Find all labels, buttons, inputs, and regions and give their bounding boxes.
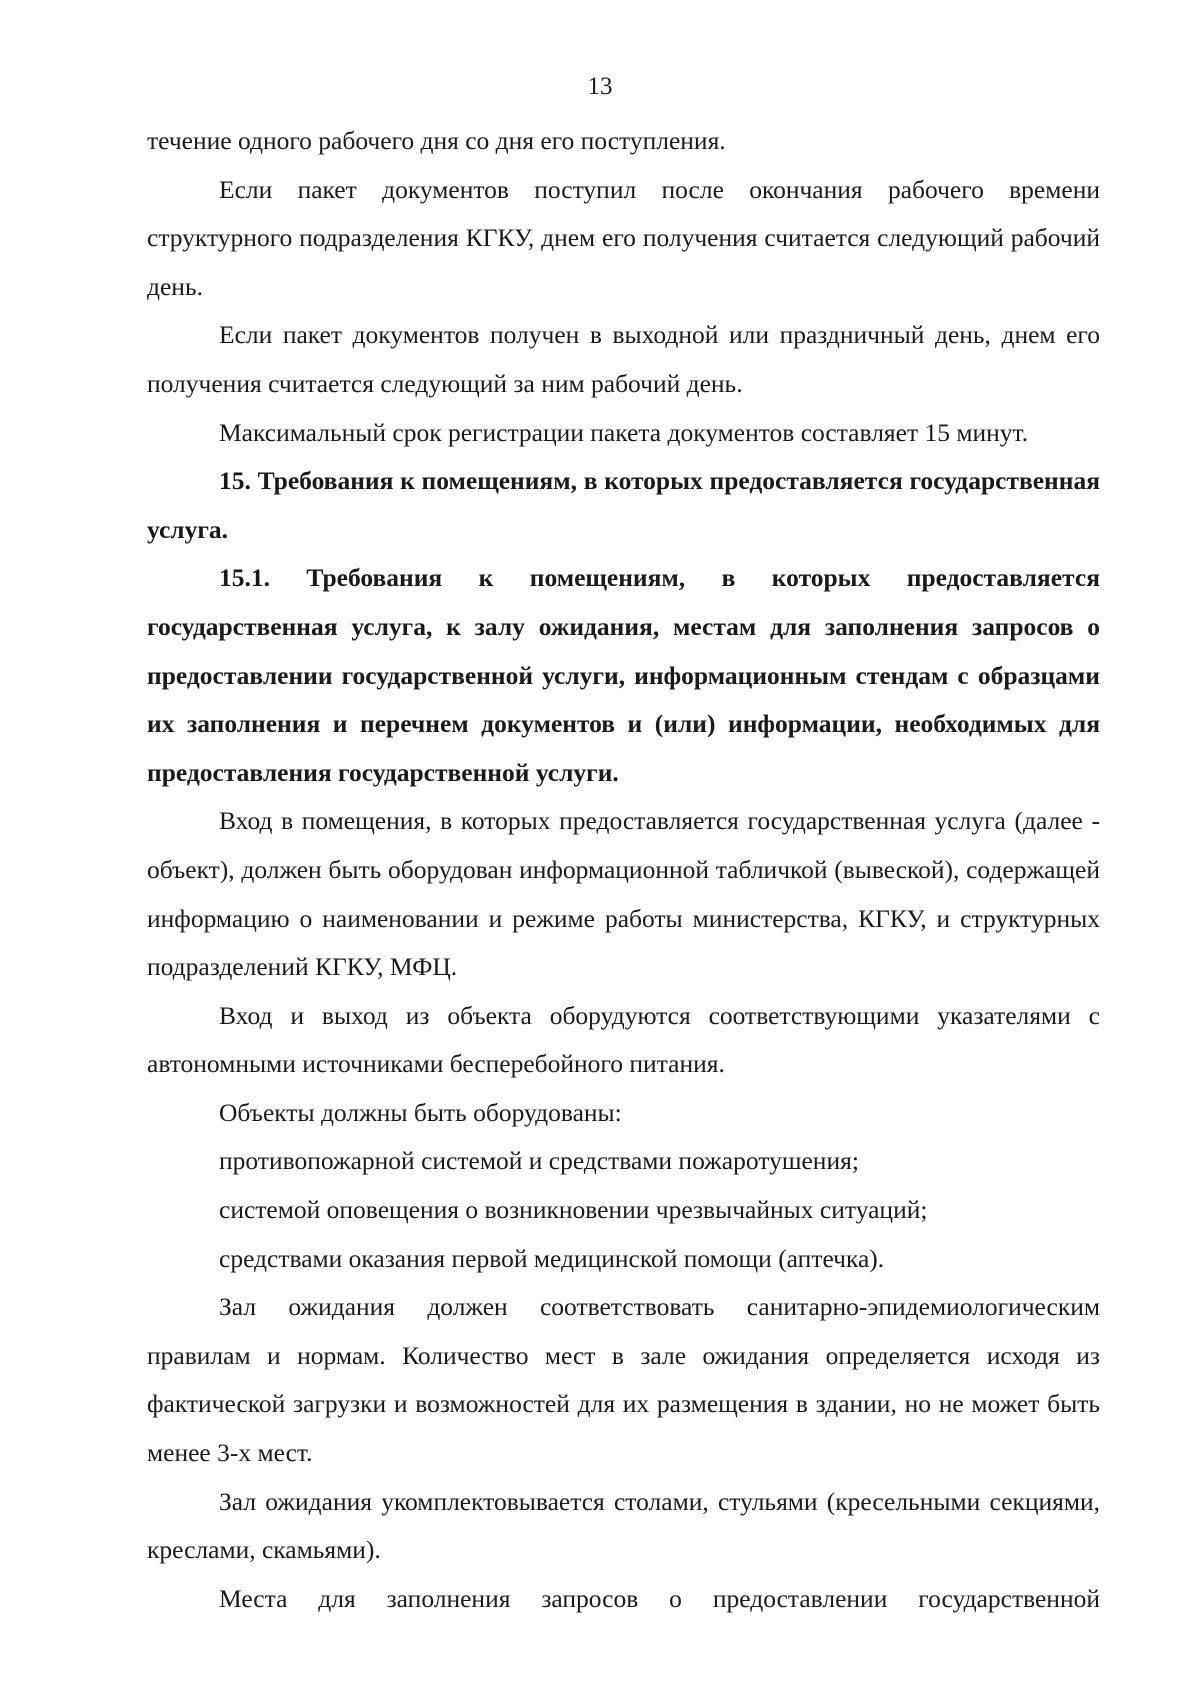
list-item-fire-safety: противопожарной системой и средствами пожаротушения; <box>219 1146 859 1176</box>
paragraph-entrance-signage: Вход в помещения, в которых предоставляется государственная услуга (далее - объект), должен быть оборудован информационной табличкой (вывеской), содержащей информацию о наименовании и режиме работы министерства, КГКУ, и структурных подразделений КГКУ, МФЦ. <box>147 806 1100 982</box>
paragraph-waiting-room-norms: Зал ожидания должен соответствовать санитарно-эпидемиологическим правилам и нормам. Количество мест в зале ожидания определяется исходя из фактической загрузки и возможностей для их размещения в здании, но не может быть менее 3-х мест. <box>147 1292 1100 1468</box>
list-item-emergency-alert: системой оповещения о возникновении чрезвычайных ситуаций; <box>219 1195 928 1225</box>
paragraph-entrance-exit-signs: Вход и выход из объекта оборудуются соответствующими указателями с автономными источниками бесперебойного питания. <box>147 1000 1100 1079</box>
paragraph-continuation: течение одного рабочего дня со дня его поступления. <box>147 126 726 155</box>
section-heading-15: 15. Требования к помещениям, в которых предоставляется государственная услуга. <box>147 466 1100 544</box>
paragraph-request-filling-places: Места для заполнения запросов о предоставлении государственной <box>219 1583 1100 1613</box>
list-item-first-aid: средствами оказания первой медицинской помощи (аптечка). <box>219 1243 885 1273</box>
section-heading-15-1: 15.1. Требования к помещениям, в которых предоставляется государственная услуга, к залу ожидания, местам для заполнения запросов о предоставлении государственной услуги, информационным стендам с образцами их заполнения и перечнем документов и (или) информации, необходимых для предоставления государственной услуги. <box>147 563 1100 787</box>
paragraph-waiting-room-furniture: Зал ожидания укомплектовывается столами, стульями (кресельными секциями, креслами, скамьями). <box>147 1486 1100 1565</box>
document-body <box>147 117 1100 1623</box>
paragraph-holiday: Если пакет документов получен в выходной или праздничный день, днем его получения считается следующий за ним рабочий день. <box>147 320 1100 398</box>
page-number: 13 <box>587 73 613 100</box>
paragraph-equipment-intro: Объекты должны быть оборудованы: <box>219 1097 622 1127</box>
paragraph-after-hours: Если пакет документов поступил после окончания рабочего времени структурного подразделения КГКУ, днем его получения считается следующий рабочий день. <box>147 174 1100 301</box>
paragraph-max-registration-time: Максимальный срок регистрации пакета документов составляет 15 минут. <box>219 417 1029 447</box>
